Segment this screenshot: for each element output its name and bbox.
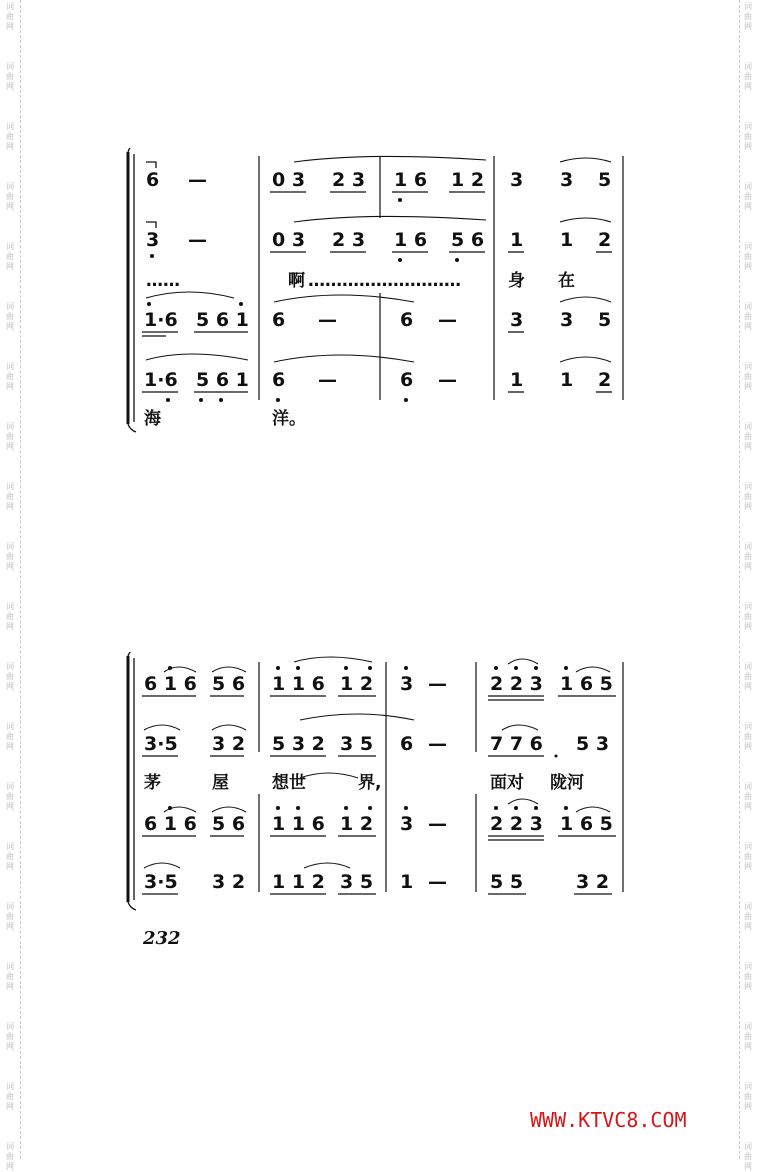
note-group: 1 1 6	[272, 673, 325, 695]
note-group: 3 2	[212, 871, 246, 893]
note: 2	[598, 369, 612, 391]
dash: —	[428, 673, 447, 695]
high-dot	[368, 806, 372, 810]
note-group: 1 6	[394, 229, 428, 251]
dash: —	[438, 309, 457, 331]
high-dot	[514, 666, 518, 670]
note: 3	[400, 813, 414, 835]
lyric-char: 界,	[358, 773, 382, 793]
high-dot	[404, 806, 408, 810]
dash: —	[188, 229, 207, 251]
low-dot	[455, 258, 459, 262]
score-system-1-svg	[118, 148, 638, 438]
note-group: 2 2 3	[490, 673, 543, 695]
high-dot	[147, 302, 151, 306]
watermark-mark: 词 曲 网	[744, 782, 752, 811]
note-group: 5 6 1	[196, 369, 249, 391]
slur	[274, 295, 414, 302]
note-group: 2 3	[332, 229, 366, 251]
high-dot	[534, 666, 538, 670]
slur	[304, 863, 350, 868]
lyric-char: 想世	[272, 773, 306, 793]
lyric-char: 身	[508, 271, 525, 291]
watermark-mark: 词 曲 网	[744, 722, 752, 751]
high-dot	[404, 666, 408, 670]
note-group: 1 1 2	[272, 871, 325, 893]
note-group: 3 2	[212, 733, 246, 755]
dash: —	[318, 369, 337, 391]
slur	[508, 659, 538, 664]
note: 1	[510, 369, 524, 391]
slur	[212, 807, 246, 812]
watermark-mark: 词 曲 网	[744, 902, 752, 931]
note-group: 5 6 1	[196, 309, 249, 331]
slur	[576, 807, 610, 812]
slur	[144, 863, 180, 868]
lyric-char: 屋	[212, 773, 229, 793]
high-dot	[344, 806, 348, 810]
watermark-mark: 词 曲 网	[744, 182, 752, 211]
watermark-mark: 词 曲 网	[6, 542, 14, 571]
note-group: 5 6	[212, 673, 246, 695]
note-group: 2 2 3	[490, 813, 543, 835]
dash: —	[438, 369, 457, 391]
slur	[508, 799, 538, 804]
high-dot	[534, 806, 538, 810]
watermark-mark: 词 曲 网	[6, 662, 14, 691]
watermark-mark: 词 曲 网	[744, 362, 752, 391]
note: 1	[510, 229, 524, 251]
high-dot	[276, 666, 280, 670]
note-group: 5 3	[576, 733, 610, 755]
low-dot	[398, 258, 402, 262]
watermark-mark: 词 曲 网	[6, 782, 14, 811]
slur	[212, 667, 246, 672]
tiny-dot	[555, 755, 558, 758]
watermark-mark: 词 曲 网	[6, 722, 14, 751]
watermark-mark: 词 曲 网	[744, 302, 752, 331]
watermark-mark: 词 曲 网	[744, 242, 752, 271]
note-group: 5 6	[212, 813, 246, 835]
watermark-mark: 词 曲 网	[6, 902, 14, 931]
watermark-mark: 词 曲 网	[6, 962, 14, 991]
high-dot	[494, 806, 498, 810]
note-group: 1 2	[340, 813, 374, 835]
slur	[560, 357, 611, 362]
note: 1	[560, 369, 574, 391]
low-dot	[276, 398, 280, 402]
watermark-mark: 词 曲 网	[6, 2, 14, 31]
slur	[300, 714, 414, 720]
watermark-mark: 词 曲 网	[744, 482, 752, 511]
slur	[146, 292, 234, 298]
dash: —	[428, 733, 447, 755]
note-group: 7 7 6	[490, 733, 543, 755]
note-group: 2 3	[332, 169, 366, 191]
watermark-mark: 词 曲 网	[6, 842, 14, 871]
slur	[274, 355, 414, 362]
site-url-watermark: WWW.KTVC8.COM	[530, 1108, 687, 1132]
watermark-mark: 词 曲 网	[744, 1022, 752, 1051]
watermark-mark: 词 曲 网	[6, 1022, 14, 1051]
slur	[560, 297, 611, 302]
lyric-char: 陇河	[550, 773, 584, 793]
note: 5	[598, 309, 612, 331]
note-group: 0 3	[272, 229, 306, 251]
low-dot	[150, 254, 154, 258]
watermark-mark: 词 曲 网	[6, 602, 14, 631]
lyric-dots: ………………………	[308, 271, 461, 291]
slur	[294, 216, 486, 222]
slur	[294, 657, 372, 662]
note: 1	[560, 229, 574, 251]
note: 3	[510, 169, 524, 191]
bracket-top-hook	[128, 148, 134, 152]
note: 3	[146, 229, 160, 251]
note: 6	[400, 369, 414, 391]
lyric-char: 洋。	[272, 409, 306, 429]
lyric-dots: ……	[146, 271, 180, 291]
high-dot	[296, 666, 300, 670]
dash: —	[318, 309, 337, 331]
watermark-mark: 词 曲 网	[744, 2, 752, 31]
high-dot	[368, 666, 372, 670]
slur	[294, 156, 486, 162]
note-group: 1 6 5	[560, 813, 613, 835]
score-system-2-svg	[118, 652, 638, 914]
watermark-column-right	[739, 0, 758, 1171]
note: 3	[510, 309, 524, 331]
lyric-char: 在	[558, 271, 575, 291]
watermark-mark: 词 曲 网	[744, 62, 752, 91]
tie-start-mark	[146, 162, 156, 168]
lyric-char: 面对	[490, 773, 524, 793]
note-group: 6 1 6	[144, 673, 197, 695]
note-group: 3·5	[144, 871, 178, 893]
slur	[144, 725, 180, 730]
watermark-mark: 词 曲 网	[6, 422, 14, 451]
note: 3	[560, 309, 574, 331]
watermark-mark: 词 曲 网	[744, 602, 752, 631]
watermark-mark: 词 曲 网	[6, 62, 14, 91]
slur	[502, 725, 538, 730]
high-dot	[296, 806, 300, 810]
note: 6	[146, 169, 160, 191]
high-dot	[494, 666, 498, 670]
watermark-mark: 词 曲 网	[744, 542, 752, 571]
low-dot	[398, 198, 402, 202]
slur	[300, 773, 358, 778]
note-group: 3·5	[144, 733, 178, 755]
note: 6	[400, 733, 414, 755]
watermark-mark: 词 曲 网	[744, 662, 752, 691]
watermark-mark: 词 曲 网	[744, 122, 752, 151]
lyric-char: 海	[144, 409, 161, 429]
lyric-char: 茅	[144, 773, 161, 793]
note-group: 1 2	[340, 673, 374, 695]
note-group: 0 3	[272, 169, 306, 191]
bracket-bottom-hook	[128, 902, 136, 910]
watermark-mark: 词 曲 网	[6, 122, 14, 151]
slur	[576, 667, 610, 672]
note: 2	[598, 229, 612, 251]
high-dot	[276, 806, 280, 810]
note-group: 1 2	[451, 169, 485, 191]
note: 1	[400, 871, 414, 893]
note: 3	[400, 673, 414, 695]
watermark-mark: 词 曲 网	[744, 842, 752, 871]
low-dot	[219, 398, 223, 402]
watermark-mark: 词 曲 网	[6, 362, 14, 391]
dash: —	[428, 813, 447, 835]
low-dot	[166, 398, 170, 402]
dash: —	[188, 169, 207, 191]
watermark-mark: 词 曲 网	[6, 182, 14, 211]
note-group: 5 3 2	[272, 733, 325, 755]
note-group: 1 6 5	[560, 673, 613, 695]
watermark-mark: 词 曲 网	[6, 242, 14, 271]
slur	[560, 218, 611, 222]
watermark-mark: 词 曲 网	[744, 422, 752, 451]
note: 6	[400, 309, 414, 331]
watermark-mark: 词 曲 网	[6, 302, 14, 331]
watermark-mark: 词 曲 网	[744, 1082, 752, 1111]
tie-start-mark	[146, 222, 156, 228]
note-group: 1·6	[144, 369, 178, 391]
watermark-mark: 词 曲 网	[744, 1142, 752, 1171]
high-dot	[564, 806, 568, 810]
score-system-2	[118, 652, 638, 914]
watermark-mark: 词 曲 网	[6, 1142, 14, 1171]
note-group: 1 1 6	[272, 813, 325, 835]
watermark-mark: 词 曲 网	[6, 1082, 14, 1111]
high-dot	[514, 806, 518, 810]
note-group: 5 5	[490, 871, 524, 893]
low-dot	[404, 398, 408, 402]
page-number: 232	[143, 928, 181, 949]
note-group: 3 5	[340, 871, 374, 893]
watermark-mark: 词 曲 网	[744, 962, 752, 991]
slur	[146, 354, 248, 360]
note-group: 3 5	[340, 733, 374, 755]
note: 6	[272, 309, 286, 331]
slur	[560, 158, 611, 162]
note-group: 5 6	[451, 229, 485, 251]
high-dot	[344, 666, 348, 670]
bracket-bottom-hook	[128, 424, 136, 432]
note: 6	[272, 369, 286, 391]
low-dot	[199, 398, 203, 402]
high-dot	[239, 302, 243, 306]
watermark-column-left	[2, 0, 21, 1171]
note: 3	[560, 169, 574, 191]
high-dot	[564, 666, 568, 670]
note-group: 1·6	[144, 309, 178, 331]
note-group: 1 6	[394, 169, 428, 191]
dash: —	[428, 871, 447, 893]
slur	[212, 725, 246, 730]
note-group: 6 1 6	[144, 813, 197, 835]
score-system-1	[118, 148, 638, 438]
note-group: 3 2	[576, 871, 610, 893]
watermark-mark: 词 曲 网	[6, 482, 14, 511]
bracket-top-hook	[128, 652, 136, 656]
lyric-char: 啊	[288, 271, 305, 291]
note: 5	[598, 169, 612, 191]
